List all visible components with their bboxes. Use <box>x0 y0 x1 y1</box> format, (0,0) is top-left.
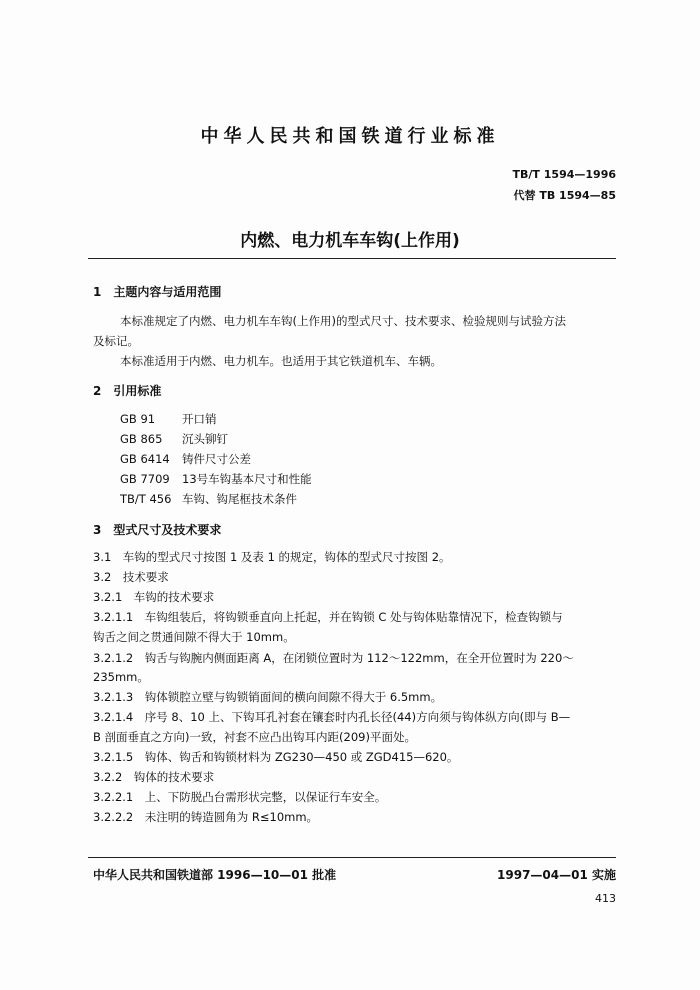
clause-line: 钩舌之间之贯通间隙不得大于 10mm。 <box>93 630 295 644</box>
reference-name: 沉头铆钉 <box>182 432 228 446</box>
section-1-paragraph-1-line-1: 本标准规定了内燃、电力机车车钩(上作用)的型式尺寸、技术要求、检验规则与试验方法 <box>120 314 566 328</box>
clause-line: 3.1 车钩的型式尺寸按图 1 及表 1 的规定，钩体的型式尺寸按图 2。 <box>93 550 451 564</box>
clause-line: 3.2.1.3 钩体锁腔立壁与钩锁销面间的横向间隙不得大于 6.5mm。 <box>93 690 443 704</box>
clause-line: 3.2.1.4 序号 8、10 上、下钩耳孔衬套在镶套时内孔长径(44)方向须与钩体纵方向(即与 B— <box>93 710 571 724</box>
reference-name: 车钩、钩尾框技术条件 <box>182 492 297 506</box>
issuing-body-title: 中华人民共和国铁道行业标准 <box>200 126 500 147</box>
reference-name: 开口销 <box>182 412 217 426</box>
section-3-heading: 3 型式尺寸及技术要求 <box>93 523 222 537</box>
clause-line: 3.2.2.2 未注明的铸造圆角为 R≤10mm。 <box>93 810 319 824</box>
reference-code: TB/T 456 <box>120 492 172 506</box>
reference-code: GB 6414 <box>120 452 170 466</box>
reference-item <box>120 491 297 507</box>
section-2-heading: 2 引用标准 <box>93 384 162 398</box>
clause-line: 3.2.1.2 钩舌与钩腕内侧面距离 A，在闭锁位置时为 112～122mm，在全开位置时为 220～ <box>93 651 574 665</box>
footer-divider <box>88 857 616 858</box>
reference-code: GB 865 <box>120 432 163 446</box>
clause-line: 3.2.1.1 车钩组装后，将钩锁垂直向上托起，并在钩锁 C 处与钩体贴靠情况下，检查钩锁与 <box>93 610 563 624</box>
reference-item <box>120 451 251 467</box>
reference-name: 铸件尺寸公差 <box>182 452 251 466</box>
clause-line: 235mm。 <box>93 670 149 684</box>
section-1-heading: 1 主题内容与适用范围 <box>93 285 222 299</box>
reference-item <box>120 431 228 447</box>
standard-number: TB/T 1594—1996 <box>512 168 616 181</box>
clause-line: B 剖面垂直之方向)一致，衬套不应凸出钩耳内距(209)平面处。 <box>93 730 416 744</box>
reference-item <box>120 471 312 487</box>
approval-statement: 中华人民共和国铁道部 1996—10—01 批准 <box>93 868 337 882</box>
clause-line: 3.2 技术要求 <box>93 570 169 584</box>
reference-item <box>120 411 217 427</box>
replaced-standard: 代替 TB 1594—85 <box>513 189 616 202</box>
reference-name: 13号车钩基本尺寸和性能 <box>182 472 312 486</box>
implementation-date: 1997—04—01 实施 <box>497 868 616 882</box>
section-1-paragraph-1-line-2: 及标记。 <box>93 334 139 348</box>
document-title: 内燃、电力机车车钩(上作用) <box>240 231 460 251</box>
reference-code: GB 91 <box>120 412 156 426</box>
clause-line: 3.2.1.5 钩体、钩舌和钩锁材料为 ZG230—450 或 ZGD415—620。 <box>93 750 459 764</box>
clause-line: 3.2.1 车钩的技术要求 <box>93 590 215 604</box>
clause-line: 3.2.2.1 上、下防脱凸台需形状完整，以保证行车安全。 <box>93 790 387 804</box>
clause-line: 3.2.2 钩体的技术要求 <box>93 770 215 784</box>
reference-code: GB 7709 <box>120 472 170 486</box>
page-number: 413 <box>595 892 616 905</box>
title-divider <box>88 258 616 259</box>
section-1-paragraph-2: 本标准适用于内燃、电力机车。也适用于其它铁道机车、车辆。 <box>120 354 442 368</box>
